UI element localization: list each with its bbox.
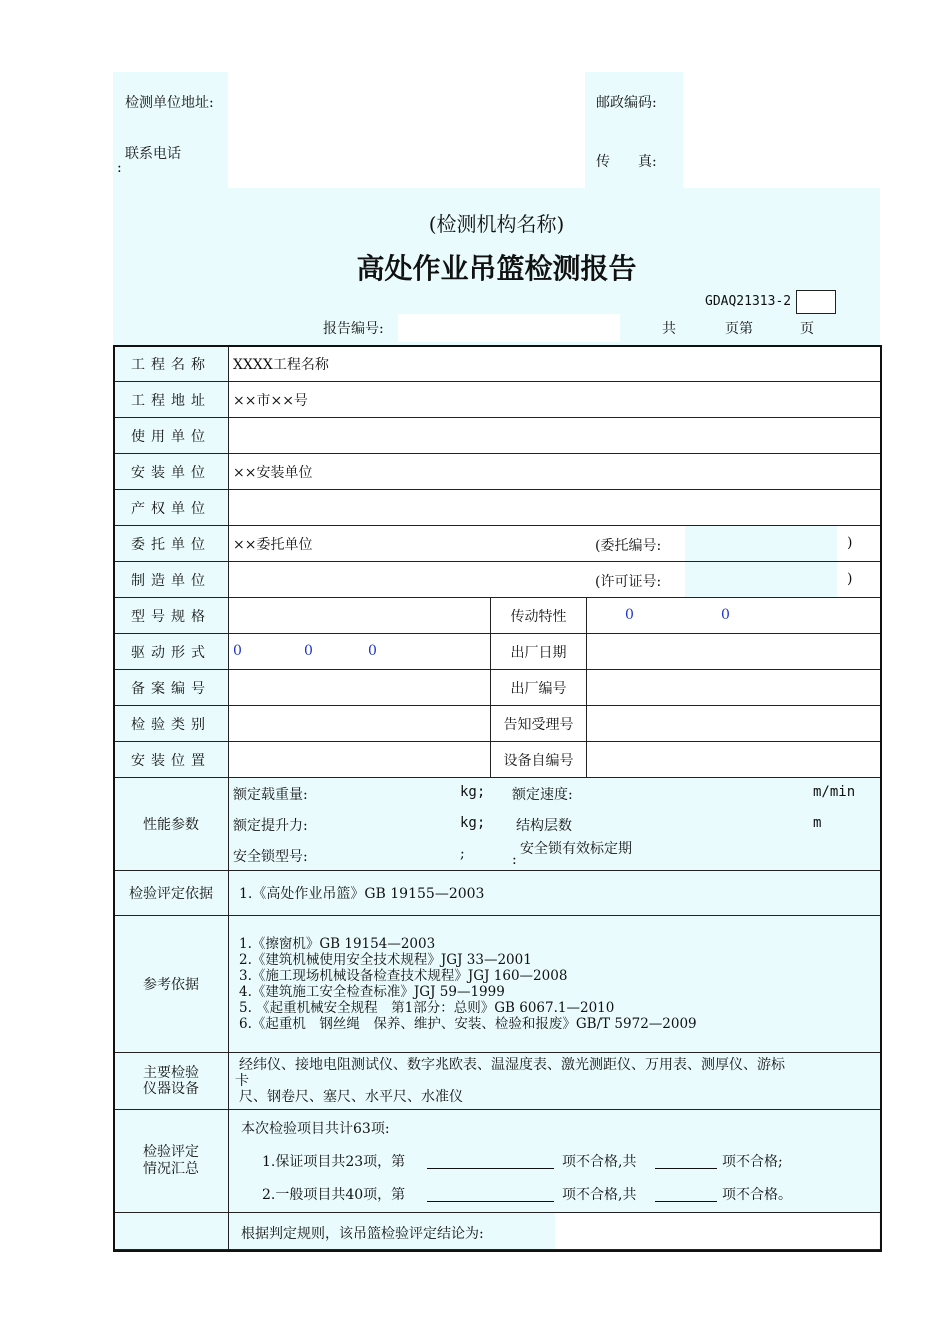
license-no-field[interactable] [685, 562, 837, 597]
rated-lift-label: 额定提升力: [233, 818, 308, 834]
summary-l2-b: 项不合格,共 [562, 1187, 637, 1203]
reference-item: 1.《擦窗机》GB 19154—2003 [239, 936, 436, 952]
user-unit-label: 使用单位 [114, 418, 229, 454]
summary-cell [229, 1110, 881, 1213]
client-no-close: ) [847, 535, 853, 551]
rated-load-unit: kg; [460, 784, 486, 800]
lock-model-sep: ; [460, 846, 465, 862]
manufacture-date-value[interactable] [587, 634, 881, 670]
basis-value: 1.《高处作业吊篮》GB 19155—2003 [229, 871, 881, 916]
notice-no-value[interactable] [587, 706, 881, 742]
install-unit-value[interactable]: ××安装单位 [229, 454, 881, 490]
row-performance [114, 778, 881, 871]
rated-speed-unit: m/min [813, 784, 856, 800]
owner-unit-value[interactable] [229, 490, 881, 526]
rated-lift-unit: kg; [460, 815, 486, 831]
row-references [114, 916, 881, 1053]
factory-no-label: 出厂编号 [491, 670, 587, 706]
performance-cell[interactable] [229, 778, 881, 871]
row-manufacturer [114, 562, 881, 598]
record-no-label: 备案编号 [114, 670, 229, 706]
summary-l2-blank2[interactable] [655, 1183, 717, 1202]
summary-l2-a: 2.一般项目共40项，第 [262, 1187, 406, 1203]
row-inspect-type [114, 706, 881, 742]
page-end-label: 页 [800, 321, 814, 337]
basis-label: 检验评定依据 [114, 871, 229, 916]
client-unit-cell[interactable] [229, 526, 881, 562]
summary-label-line2: 情况汇总 [143, 1161, 199, 1177]
row-drive [114, 634, 881, 670]
report-table [113, 345, 881, 1250]
device-no-value[interactable] [587, 742, 881, 778]
row-install-unit [114, 454, 881, 490]
rated-speed-label: 额定速度: [512, 787, 573, 803]
references-list [239, 936, 880, 1032]
inspect-type-label: 检验类别 [114, 706, 229, 742]
floors-label: 结构层数 [516, 818, 572, 834]
page-mid-label: 页第 [725, 321, 753, 337]
lock-valid-label: 安全锁有效标定期 [520, 841, 632, 857]
phone-colon: : [117, 160, 122, 176]
drive-label: 驱动形式 [114, 634, 229, 670]
manufacturer-cell[interactable] [229, 562, 881, 598]
project-name-label: 工程名称 [114, 346, 229, 382]
postcode-label: 邮政编码: [596, 95, 657, 111]
summary-l1-c: 项不合格; [722, 1154, 783, 1170]
floors-unit: m [813, 815, 822, 831]
model-value[interactable] [229, 598, 491, 634]
inspect-type-value[interactable] [229, 706, 491, 742]
conclusion-label [114, 1213, 229, 1250]
summary-label [114, 1110, 229, 1213]
project-address-label: 工程地址 [114, 382, 229, 418]
install-unit-label: 安装单位 [114, 454, 229, 490]
references-label: 参考依据 [114, 916, 229, 1053]
row-summary [114, 1110, 881, 1213]
owner-unit-label: 产权单位 [114, 490, 229, 526]
model-label: 型号规格 [114, 598, 229, 634]
summary-l1-blank1[interactable] [427, 1150, 554, 1169]
references-cell [229, 916, 881, 1053]
reference-item: 2.《建筑机械使用安全技术规程》JGJ 33—2001 [239, 952, 532, 968]
performance-label: 性能参数 [114, 778, 229, 871]
summary-l1-blank2[interactable] [655, 1150, 717, 1169]
lock-model-label: 安全锁型号: [233, 849, 308, 865]
row-basis [114, 871, 881, 916]
install-pos-label: 安装位置 [114, 742, 229, 778]
drive-v1: 0 [233, 643, 242, 659]
license-no-label: (许可证号: [595, 574, 662, 590]
instruments-label-line2: 仪器设备 [143, 1081, 199, 1097]
row-conclusion [114, 1213, 881, 1250]
client-unit-value: ××委托单位 [233, 536, 313, 553]
summary-l2-blank1[interactable] [427, 1183, 554, 1202]
user-unit-value[interactable] [229, 418, 881, 454]
transmission-label: 传动特性 [491, 598, 587, 634]
page-total-label: 共 [662, 321, 676, 337]
summary-l1-b: 项不合格,共 [562, 1154, 637, 1170]
summary-intro: 本次检验项目共计63项: [241, 1121, 390, 1137]
instruments-cell [229, 1053, 881, 1110]
reference-item: 4.《建筑施工安全检查标准》JGJ 59—1999 [239, 984, 505, 1000]
manufacture-date-label: 出厂日期 [491, 634, 587, 670]
drive-v2: 0 [304, 643, 313, 659]
instruments-label [114, 1053, 229, 1110]
factory-no-value[interactable] [587, 670, 881, 706]
transmission-v2: 0 [721, 607, 730, 623]
rated-load-label: 额定载重量: [233, 787, 308, 803]
row-model [114, 598, 881, 634]
manufacturer-label: 制造单位 [114, 562, 229, 598]
row-user-unit [114, 418, 881, 454]
row-install-pos [114, 742, 881, 778]
install-pos-value[interactable] [229, 742, 491, 778]
notice-no-label: 告知受理号 [491, 706, 587, 742]
conclusion-text: 根据判定规则，该吊篮检验评定结论为: [241, 1226, 484, 1242]
instruments-line3: 尺、钢卷尺、塞尺、水平尺、水准仪 [239, 1089, 463, 1105]
conclusion-blank[interactable] [555, 1213, 879, 1249]
instruments-line2: 卡 [235, 1073, 249, 1089]
form-code-box[interactable] [796, 290, 836, 314]
row-project-name [114, 346, 881, 382]
transmission-cell[interactable] [587, 598, 881, 634]
client-no-field[interactable] [685, 526, 837, 561]
address-label: 检测单位地址: [125, 95, 214, 111]
report-no-field[interactable] [398, 314, 620, 342]
device-no-label: 设备自编号 [491, 742, 587, 778]
instruments-label-line1: 主要检验 [143, 1065, 199, 1081]
summary-l2-c: 项不合格。 [722, 1187, 792, 1203]
conclusion-cell [229, 1213, 881, 1250]
org-name: (检测机构名称) [428, 212, 565, 236]
reference-item: 6.《起重机 钢丝绳 保养、维护、安装、检验和报废》GB/T 5972—2009 [239, 1016, 697, 1032]
report-no-label: 报告编号: [323, 321, 384, 337]
summary-label-line1: 检验评定 [143, 1144, 199, 1160]
record-no-value[interactable] [229, 670, 491, 706]
row-record-no [114, 670, 881, 706]
instruments-line1: 经纬仪、接地电阻测试仪、数字兆欧表、温湿度表、激光测距仪、万用表、测厚仪、游标 [239, 1057, 785, 1073]
client-no-label: (委托编号: [595, 538, 662, 554]
drive-v3: 0 [368, 643, 377, 659]
row-project-address [114, 382, 881, 418]
form-code: GDAQ21313-2 [705, 294, 792, 309]
row-client-unit [114, 526, 881, 562]
project-address-value[interactable]: ××市××号 [229, 382, 881, 418]
drive-cell[interactable] [229, 634, 491, 670]
lock-valid-colon: : [512, 852, 517, 868]
summary-l1-a: 1.保证项目共23项，第 [262, 1154, 406, 1170]
license-no-close: ) [847, 571, 853, 587]
fax-label: 传 真: [596, 154, 657, 170]
phone-label: 联系电话 [125, 146, 181, 162]
row-instruments [114, 1053, 881, 1110]
transmission-v1: 0 [625, 607, 634, 623]
reference-item: 3.《施工现场机械设备检查技术规程》JGJ 160—2008 [239, 968, 568, 984]
client-unit-label: 委托单位 [114, 526, 229, 562]
row-owner-unit [114, 490, 881, 526]
page-title: 高处作业吊篮检测报告 [356, 252, 637, 285]
reference-item: 5. 《起重机械安全规程 第1部分：总则》GB 6067.1—2010 [239, 1000, 615, 1016]
project-name-value[interactable]: XXXX工程名称 [229, 346, 881, 382]
